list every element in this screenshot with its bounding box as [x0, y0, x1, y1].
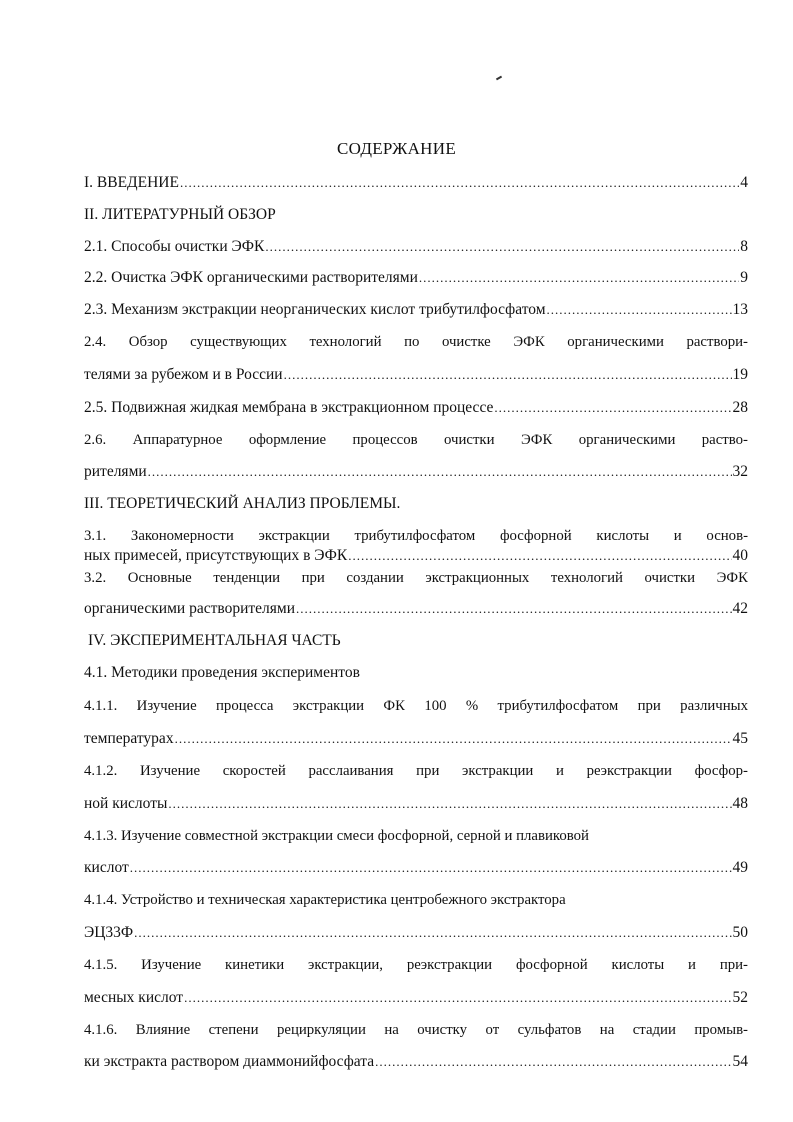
toc-page-number: 40 [732, 547, 748, 564]
toc-section-heading: IV. ЭКСПЕРИМЕНТАЛЬНАЯ ЧАСТЬ [88, 632, 341, 649]
leader-dots [284, 364, 732, 386]
toc-page-number: 42 [732, 600, 748, 617]
toc-entry-text: I. ВВЕДЕНИЕ [84, 174, 179, 191]
toc-page-number: 45 [732, 730, 748, 747]
toc-entry-continuation: органическими растворителями [84, 600, 295, 617]
toc-page-number: 8 [740, 238, 748, 255]
toc-page-number: 48 [732, 795, 748, 812]
leader-dots [180, 172, 739, 194]
toc-entry-text: 2.4. Обзор существующих технологий по очистке ЭФК органическими раствори- [84, 334, 748, 350]
toc-entry [84, 793, 748, 815]
toc-page-number: 4 [740, 174, 748, 191]
toc-entry-text: 2.2. Очистка ЭФК органическими растворителями [84, 269, 418, 286]
toc-entry-continuation: ной кислоты [84, 795, 168, 812]
leader-dots [419, 267, 739, 289]
toc-entry-continuation: ных примесей, присутствующих в ЭФК [84, 547, 348, 564]
leader-dots [130, 857, 732, 879]
toc-entry-continuation: телями за рубежом и в России [84, 366, 283, 383]
toc-entry-text: 2.1. Способы очистки ЭФК [84, 238, 265, 255]
toc-section-heading: II. ЛИТЕРАТУРНЫЙ ОБЗОР [84, 206, 276, 223]
toc-entry [84, 236, 748, 258]
page-title: СОДЕРЖАНИЕ [336, 139, 457, 158]
toc-entry [84, 857, 748, 879]
toc-entry [84, 728, 748, 750]
toc-entry-text: 2.5. Подвижная жидкая мембрана в экстракционном процессе [84, 399, 494, 416]
leader-dots [547, 299, 732, 321]
leader-dots [184, 987, 731, 1009]
toc-entry-continuation: ки экстракта раствором диаммонийфосфата [84, 1053, 375, 1070]
toc-entry [84, 922, 748, 944]
toc-entry-text: 2.3. Механизм экстракции неорганических кислот трибутилфосфатом [84, 301, 546, 318]
leader-dots [168, 793, 731, 815]
leader-dots [134, 922, 731, 944]
toc-entry-text: 3.1. Закономерности экстракции трибутилфосфатом фосфорной кислоты и основ- [84, 528, 748, 544]
toc-page-number: 19 [732, 366, 748, 383]
leader-dots [375, 1051, 731, 1073]
toc-entry [84, 987, 748, 1009]
toc-entry-continuation: ЭЦ33Ф [84, 924, 134, 941]
toc-page-number: 52 [732, 989, 748, 1006]
toc-entry [84, 397, 748, 419]
toc-entry-text: 4.1.3. Изучение совместной экстракции смеси фосфорной, серной и плавиковой [84, 828, 589, 844]
toc-entry-continuation: температурах [84, 730, 174, 747]
toc-entry-continuation: рителями [84, 463, 147, 480]
toc-entry-text: 4.1.5. Изучение кинетики экстракции, реэкстракции фосфорной кислоты и при- [84, 957, 748, 973]
toc-entry [84, 172, 748, 194]
toc-page-number: 28 [732, 399, 748, 416]
toc-entry [84, 598, 748, 620]
toc-page-number: 32 [732, 463, 748, 480]
toc-entry [84, 364, 748, 386]
toc-entry-text: 2.6. Аппаратурное оформление процессов очистки ЭФК органическими раство- [84, 432, 748, 448]
toc-entry-text: 4.1.4. Устройство и техническая характеристика центробежного экстрактора [84, 892, 566, 908]
toc-entry [84, 1051, 748, 1073]
toc-subsection-heading: 4.1. Методики проведения экспериментов [84, 664, 360, 681]
leader-dots [148, 461, 732, 483]
toc-entry-continuation: месных кислот [84, 989, 184, 1006]
toc-entry-text: 3.2. Основные тенденции при создании экстракционных технологий очистки ЭФК [84, 570, 748, 586]
leader-dots [265, 236, 739, 258]
toc-entry [84, 545, 748, 567]
toc-page-number: 54 [732, 1053, 748, 1070]
toc-page-number: 9 [740, 269, 748, 286]
toc-entry [84, 461, 748, 483]
toc-page-number: 13 [732, 301, 748, 318]
toc-entry-continuation: кислот [84, 859, 129, 876]
toc-entry-text: 4.1.2. Изучение скоростей расслаивания при экстракции и реэкстракции фосфор- [84, 763, 748, 779]
toc-entry [84, 267, 748, 289]
toc-section-heading: III. ТЕОРЕТИЧЕСКИЙ АНАЛИЗ ПРОБЛЕМЫ. [84, 495, 401, 512]
scan-speck [496, 76, 502, 81]
toc-entry-text: 4.1.6. Влияние степени рециркуляции на очистку от сульфатов на стадии промыв- [84, 1022, 748, 1038]
leader-dots [348, 545, 731, 567]
leader-dots [296, 598, 732, 620]
toc-entry-text: 4.1.1. Изучение процесса экстракции ФК 100 % трибутилфосфатом при различных [84, 698, 748, 714]
toc-page-number: 49 [732, 859, 748, 876]
leader-dots [175, 728, 732, 750]
leader-dots [494, 397, 731, 419]
toc-page-number: 50 [732, 924, 748, 941]
toc-entry [84, 299, 748, 321]
